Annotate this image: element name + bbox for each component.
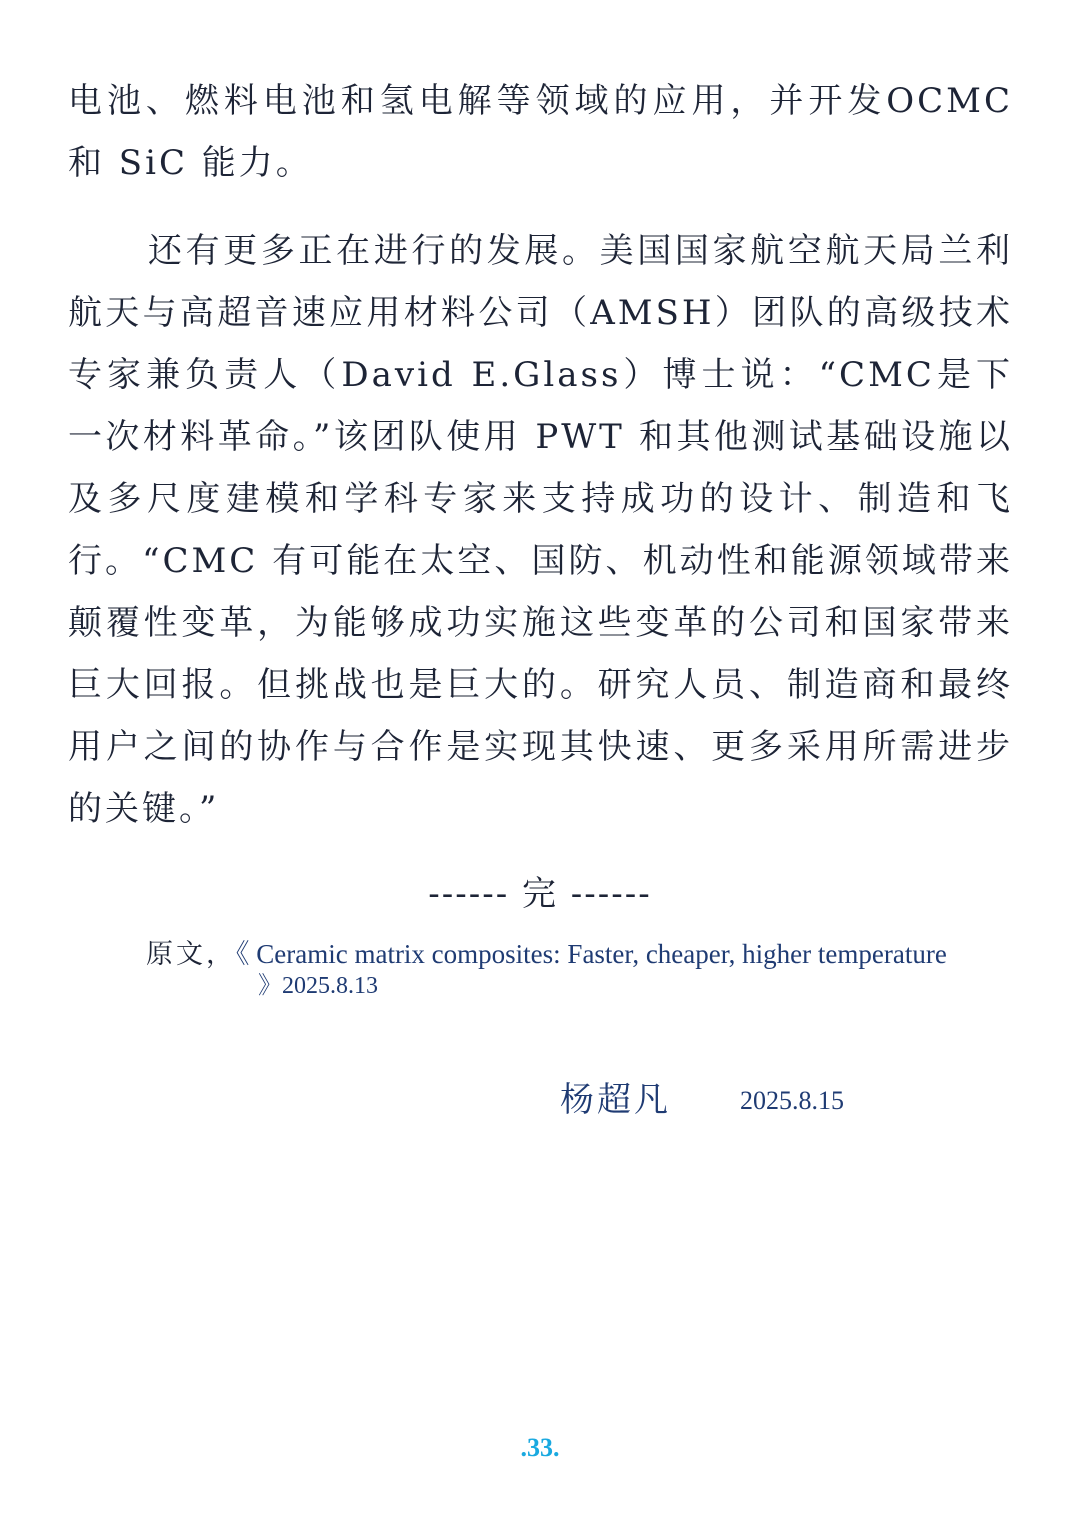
signature-date: 2025.8.15	[740, 1086, 844, 1115]
source-citation	[146, 938, 1016, 1002]
source-date: 》2025.8.13	[258, 973, 378, 999]
paragraph-1: 电池、燃料电池和氢电解等领域的应用，并开发OCMC 和 SiC 能力。	[68, 81, 1013, 183]
source-title: 《 Ceramic matrix composites: Faster, cheaper, higher temperature	[236, 939, 947, 969]
author-signature: 杨超凡	[560, 1080, 671, 1120]
paragraph-2: 还有更多正在进行的发展。美国国家航空航天局兰利航天与高超音速应用材料公司（AMSH）团队的高级技术专家兼负责人（David E.Glass）博士说：“CMC是下一次材料革命。”该团队使用 PWT 和其他测试基础设施以及多尺度建模和学科专家来支持成功的设计、制造和飞行。“CMC 有可能在太空、国防、机动性和能源领域带来颠覆性变革，为能够成功实施这些变革的公司和国家带来巨大回报。但挑战也是巨大的。研究人员、制造商和最终用户之间的协作与合作是实现其快速、更多采用所需进步的关键。”	[68, 231, 1013, 829]
page-number: .33.	[520, 1433, 560, 1462]
source-label: 原文，	[146, 939, 236, 969]
end-mark: ------ 完 ------	[428, 874, 652, 914]
